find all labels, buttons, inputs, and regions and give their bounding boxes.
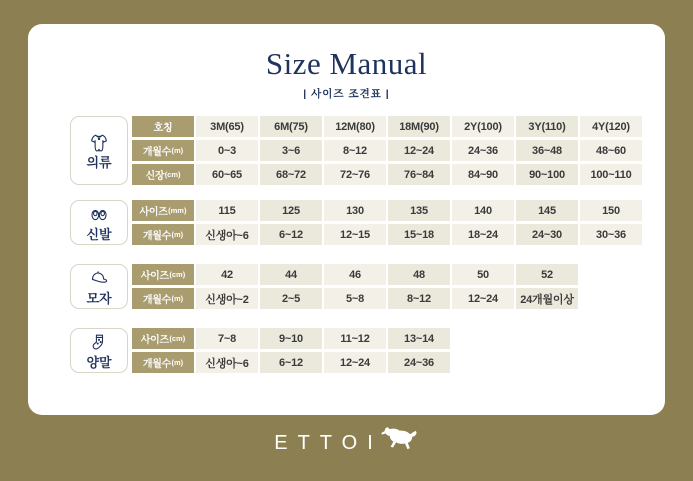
- size-cell: 신생아~6: [196, 224, 258, 245]
- size-cell: 72~76: [324, 164, 386, 185]
- size-cell: 15~18: [388, 224, 450, 245]
- size-cell: 3M(65): [196, 116, 258, 137]
- category-box-clothing: [70, 116, 128, 185]
- size-cell: 150: [580, 200, 642, 221]
- size-cell: 30~36: [580, 224, 642, 245]
- size-cell: 9~10: [260, 328, 322, 349]
- size-cell: 12~15: [324, 224, 386, 245]
- row-header-cell: 사이즈 (mm): [132, 200, 194, 221]
- size-cell: 68~72: [260, 164, 322, 185]
- size-cell: 50: [452, 264, 514, 285]
- size-row: [132, 140, 644, 161]
- size-cell: 5~8: [324, 288, 386, 309]
- size-cell: 12M(80): [324, 116, 386, 137]
- row-header-cell: 개월수 (m): [132, 140, 194, 161]
- size-row: [132, 116, 644, 137]
- size-table-clothing: [70, 116, 644, 185]
- size-cell: 24~36: [452, 140, 514, 161]
- size-row: [132, 200, 644, 221]
- category-box-hat: [70, 264, 128, 309]
- size-cell: 신생아~6: [196, 352, 258, 373]
- size-row: [132, 288, 580, 309]
- size-row: [132, 328, 452, 349]
- size-cell: 135: [388, 200, 450, 221]
- size-cell: 60~65: [196, 164, 258, 185]
- row-header-cell: 개월수 (m): [132, 288, 194, 309]
- size-cell: 42: [196, 264, 258, 285]
- row-header-cell: 신장 (cm): [132, 164, 194, 185]
- size-cell: 12~24: [324, 352, 386, 373]
- category-label: 신발: [86, 226, 112, 242]
- size-cell: 84~90: [452, 164, 514, 185]
- size-row: [132, 264, 580, 285]
- size-cell: 6M(75): [260, 116, 322, 137]
- size-cell: 48: [388, 264, 450, 285]
- row-header-cell: 개월수 (m): [132, 352, 194, 373]
- size-cell: 4Y(120): [580, 116, 642, 137]
- size-cell: 2Y(100): [452, 116, 514, 137]
- size-table-socks: [70, 328, 644, 373]
- category-label: 의류: [86, 154, 112, 170]
- size-cell: 100~110: [580, 164, 642, 185]
- size-grid: [132, 264, 580, 309]
- page-title: Size Manual: [265, 46, 428, 81]
- category-box-socks: [70, 328, 128, 373]
- category-label: 모자: [86, 290, 112, 306]
- size-tables: [70, 116, 644, 392]
- size-cell: 145: [516, 200, 578, 221]
- sock-icon: [87, 331, 111, 355]
- size-grid: [132, 200, 644, 245]
- size-cell: 140: [452, 200, 514, 221]
- size-cell: 6~12: [260, 224, 322, 245]
- size-cell: 6~12: [260, 352, 322, 373]
- size-cell: 0~3: [196, 140, 258, 161]
- category-label: 양말: [86, 354, 112, 370]
- row-header-cell: 호칭: [132, 116, 194, 137]
- size-row: [132, 164, 644, 185]
- size-cell: 115: [196, 200, 258, 221]
- size-cell: 신생아~2: [196, 288, 258, 309]
- size-cell: 52: [516, 264, 578, 285]
- brand-logo-text: ETTOI: [274, 432, 383, 454]
- size-cell: 24개월이상: [516, 288, 578, 309]
- category-box-shoes: [70, 200, 128, 245]
- size-cell: 3Y(110): [516, 116, 578, 137]
- size-cell: 3~6: [260, 140, 322, 161]
- onesie-icon: [87, 131, 111, 155]
- size-cell: 48~60: [580, 140, 642, 161]
- size-cell: 7~8: [196, 328, 258, 349]
- size-table-hat: [70, 264, 644, 309]
- card: [28, 24, 665, 415]
- cap-icon: [87, 267, 111, 291]
- brand-footer: [0, 429, 693, 458]
- size-cell: 13~14: [388, 328, 450, 349]
- size-cell: 8~12: [324, 140, 386, 161]
- row-header-cell: 개월수 (m): [132, 224, 194, 245]
- page-subtitle: | 사이즈 조견표 |: [303, 88, 390, 100]
- size-row: [132, 224, 644, 245]
- size-cell: 18~24: [452, 224, 514, 245]
- size-cell: 11~12: [324, 328, 386, 349]
- shoes-icon: [87, 203, 111, 227]
- size-cell: 8~12: [388, 288, 450, 309]
- row-header-cell: 사이즈 (cm): [132, 328, 194, 349]
- size-cell: 24~36: [388, 352, 450, 373]
- size-cell: 76~84: [388, 164, 450, 185]
- size-row: [132, 352, 452, 373]
- size-cell: 12~24: [452, 288, 514, 309]
- row-header-cell: 사이즈 (cm): [132, 264, 194, 285]
- size-cell: 44: [260, 264, 322, 285]
- size-cell: 12~24: [388, 140, 450, 161]
- size-cell: 46: [324, 264, 386, 285]
- size-cell: 18M(90): [388, 116, 450, 137]
- horse-icon: [379, 425, 419, 454]
- size-cell: 130: [324, 200, 386, 221]
- size-grid: [132, 116, 644, 185]
- size-cell: 24~30: [516, 224, 578, 245]
- size-cell: 2~5: [260, 288, 322, 309]
- size-cell: 90~100: [516, 164, 578, 185]
- size-table-shoes: [70, 200, 644, 245]
- size-cell: 36~48: [516, 140, 578, 161]
- size-grid: [132, 328, 452, 373]
- size-cell: 125: [260, 200, 322, 221]
